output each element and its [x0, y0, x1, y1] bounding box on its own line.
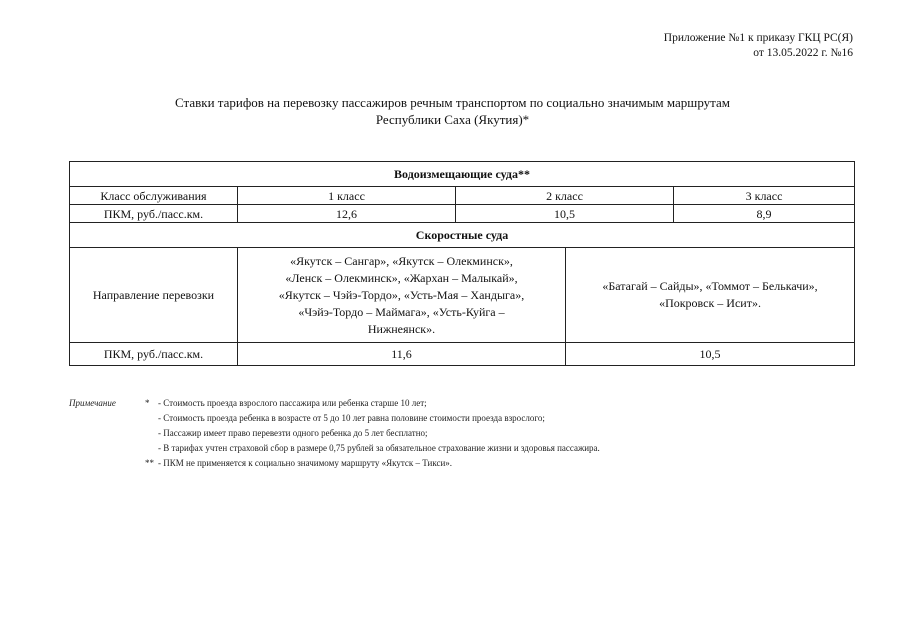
- route-line: «Якутск – Чэйэ-Тордо», «Усть-Мая – Хандыга»,: [278, 287, 525, 302]
- route-line: «Батагай – Сайды», «Томмот – Белькачи»,: [602, 279, 818, 293]
- pkm2-right-cell: 10,5: [566, 343, 855, 366]
- appendix-line-1: Приложение №1 к приказу ГКЦ РС(Я): [663, 32, 853, 44]
- class-label-cell: Класс обслуживания: [70, 187, 238, 205]
- table-row: [70, 205, 855, 223]
- pkm2-label-cell: ПКМ, руб./пасс.км.: [70, 343, 238, 366]
- note-text: - Стоимость проезда взрослого пассажира или ребенка старше 10 лет;: [158, 398, 427, 408]
- tariff-table: [69, 161, 855, 366]
- section-header-row: [70, 223, 855, 248]
- direction-label-cell: Направление перевозки: [70, 248, 238, 343]
- document-title: [40, 94, 865, 128]
- notes-label: Примечание: [69, 398, 116, 408]
- class-3-cell: 3 класс: [674, 187, 855, 205]
- title-line-1: Ставки тарифов на перевозку пассажиров речным транспортом по социально значимым маршрутам: [175, 95, 730, 110]
- pkm-class-3-cell: 8,9: [674, 205, 855, 223]
- table-row: [70, 187, 855, 205]
- class-2-cell: 2 класс: [456, 187, 674, 205]
- section-high-speed-vessels: Скоростные суда: [70, 223, 855, 248]
- appendix-line-2: от 13.05.2022 г. №16: [753, 47, 853, 59]
- table-row: [70, 343, 855, 366]
- note-text: - Пассажир имеет право перевезти одного ребенка до 5 лет бесплатно;: [158, 428, 428, 438]
- route-line: «Покровск – Исит».: [659, 296, 761, 310]
- note-text: - Стоимость проезда ребенка в возрасте от 5 до 10 лет равна половине стоимости проезда взрослого;: [158, 413, 545, 423]
- note-mark: **: [145, 458, 154, 468]
- routes-left-cell: [238, 248, 566, 343]
- pkm2-left-cell: 11,6: [238, 343, 566, 366]
- pkm-class-1-cell: 12,6: [238, 205, 456, 223]
- route-line: «Ленск – Олекминск», «Жархан – Малыкай»,: [285, 270, 518, 285]
- title-line-2: Республики Саха (Якутия)*: [375, 112, 530, 127]
- route-line: Нижнеянск».: [367, 321, 436, 336]
- routes-right-cell: [566, 248, 855, 343]
- note-text: - ПКМ не применяется к социально значимому маршруту «Якутск – Тикси».: [158, 458, 453, 468]
- note-text: - В тарифах учтен страховой сбор в размере 0,75 рублей за обязательное страхование жизни и здоровья пассажира.: [158, 443, 600, 453]
- route-line: «Чэйэ-Тордо – Маймага», «Усть-Куйга –: [298, 304, 505, 319]
- table-row: [70, 248, 855, 343]
- class-1-cell: 1 класс: [238, 187, 456, 205]
- route-line: «Якутск – Сангар», «Якутск – Олекминск»,: [290, 253, 513, 268]
- pkm-label-cell: ПКМ, руб./пасс.км.: [70, 205, 238, 223]
- section-header-row: [70, 162, 855, 187]
- note-mark: *: [145, 398, 150, 408]
- pkm-class-2-cell: 10,5: [456, 205, 674, 223]
- section-displacement-vessels: Водоизмещающие суда**: [70, 162, 855, 187]
- appendix-reference: [664, 31, 853, 61]
